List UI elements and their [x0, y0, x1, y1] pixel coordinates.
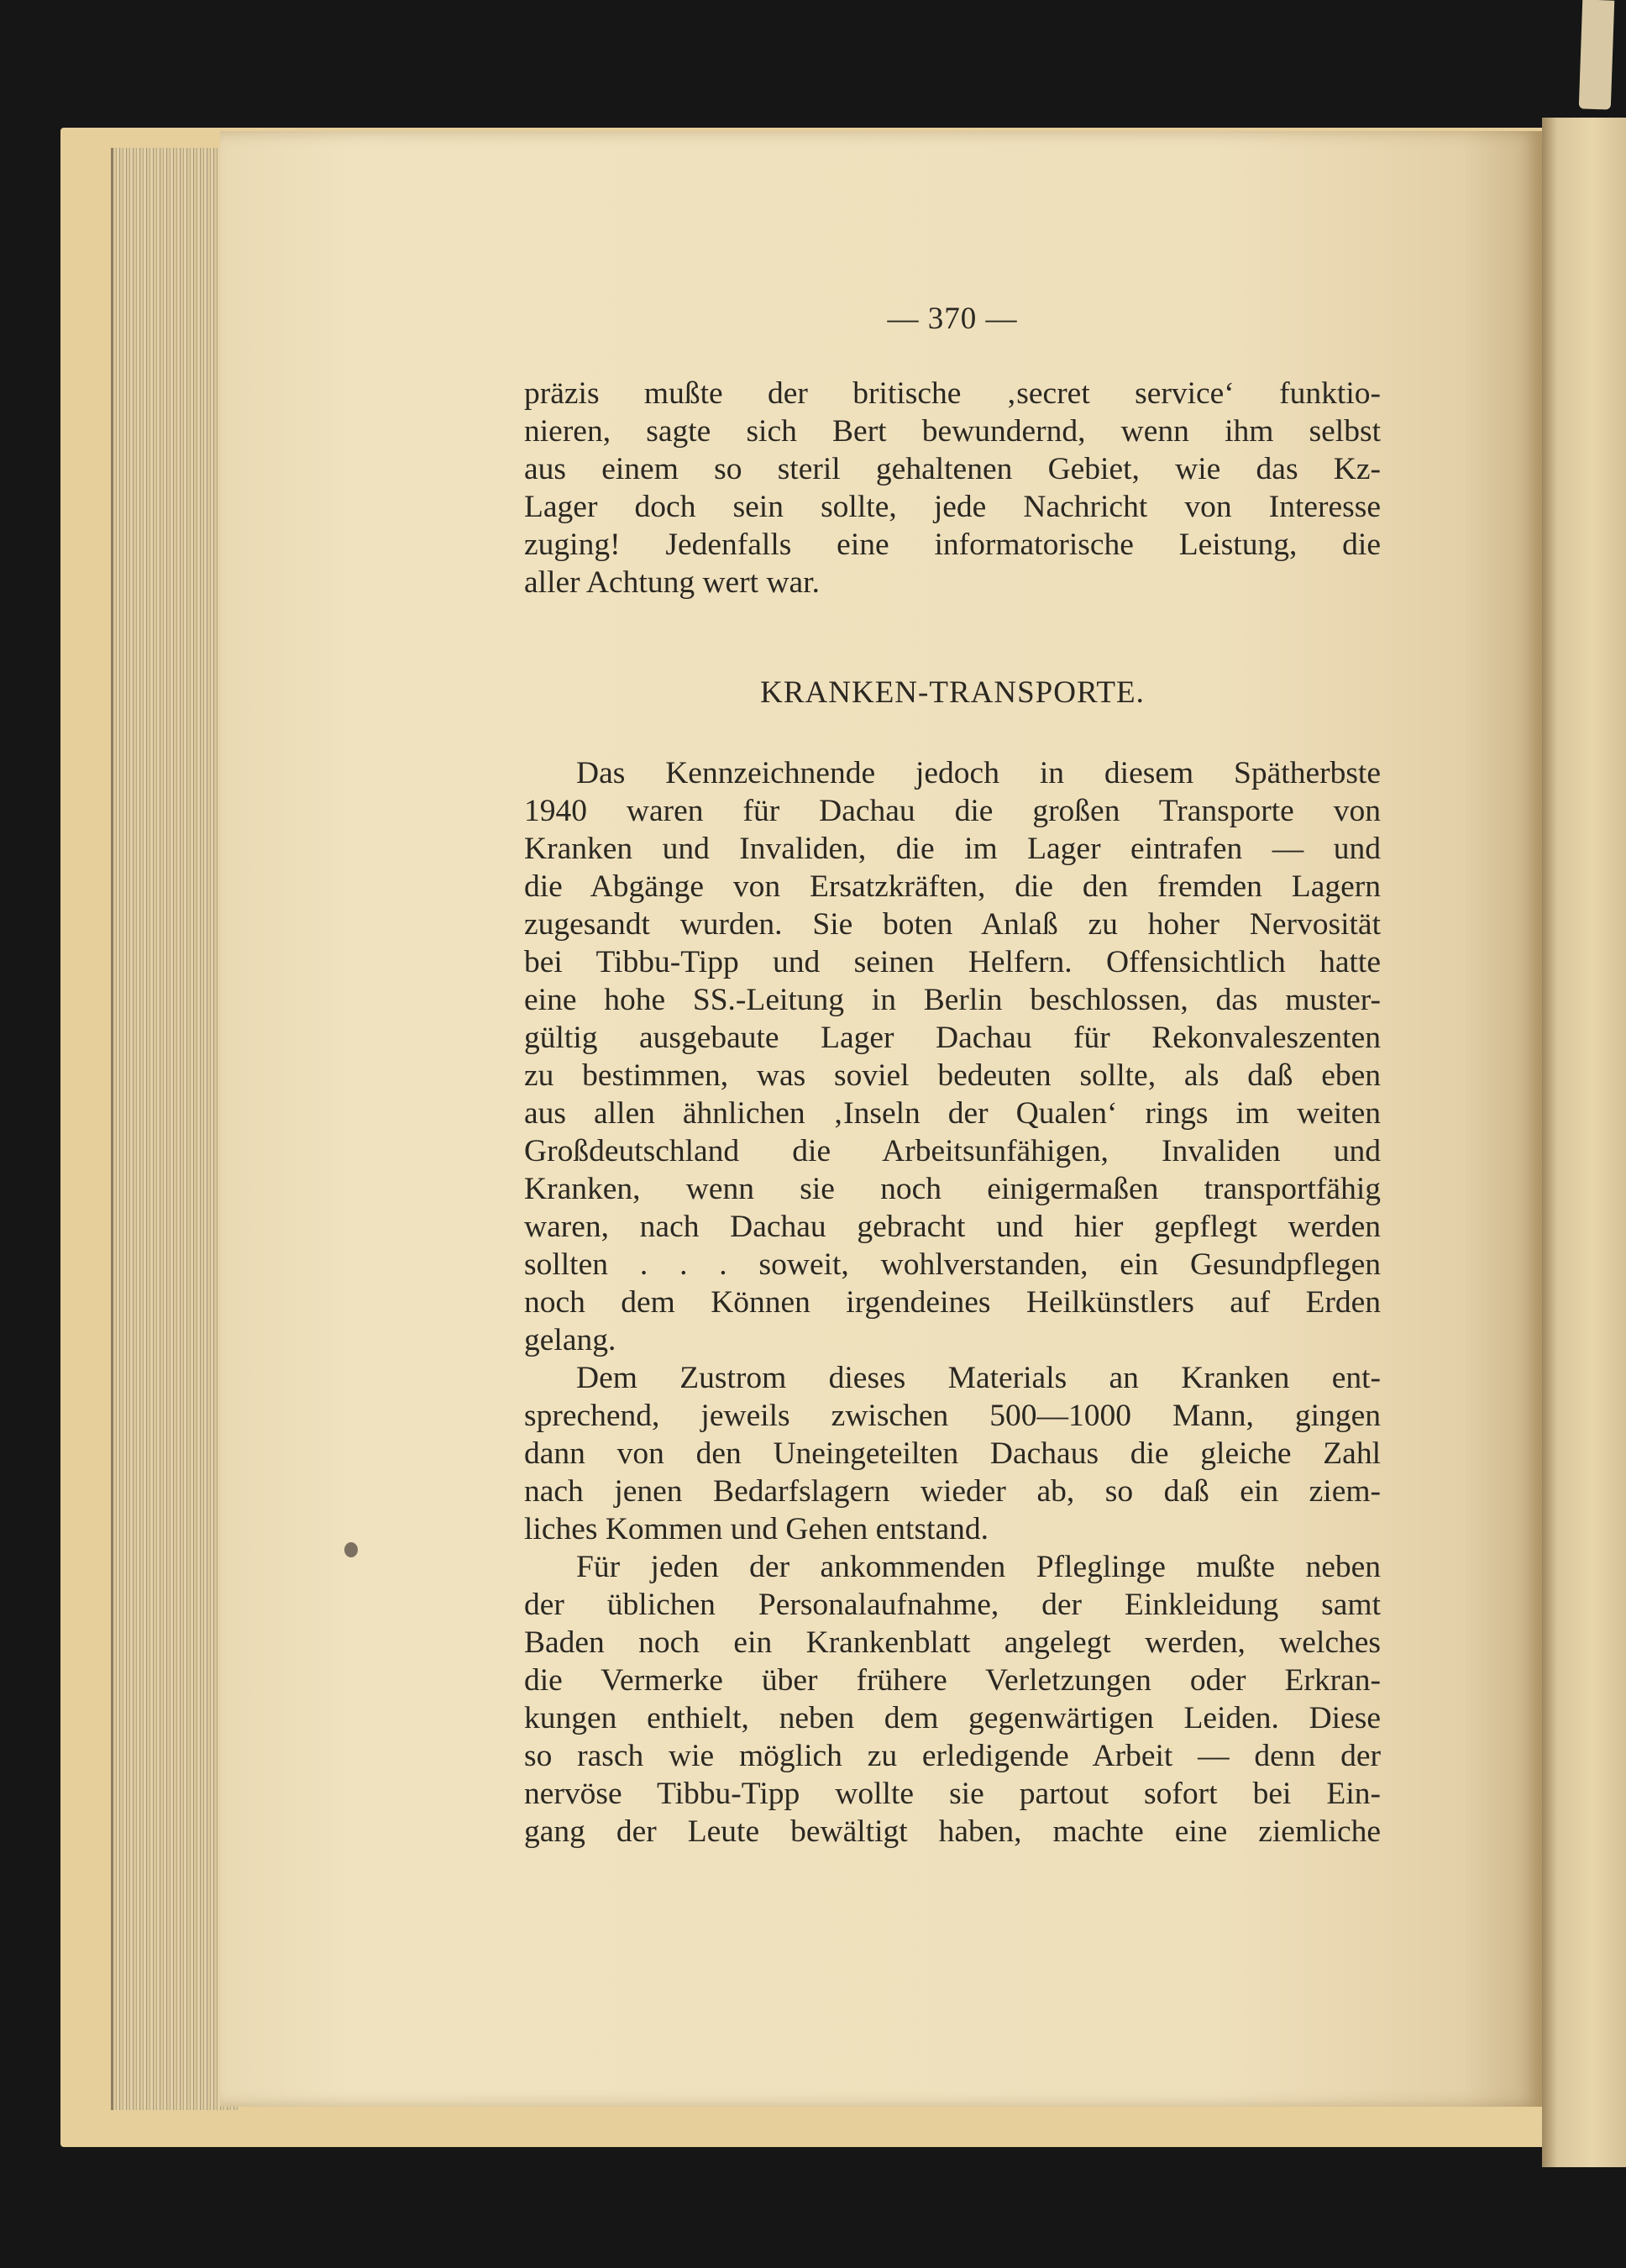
text-line: eine hohe SS.-Leitung in Berlin beschlossen, das muster-: [524, 983, 1381, 1017]
page-number: — 370 —: [887, 302, 1018, 336]
text-line: gültig ausgebaute Lager Dachau für Rekonvaleszenten: [524, 1021, 1381, 1055]
paragraph-3: [524, 1548, 1381, 1851]
text-line: dann von den Uneingeteilten Dachaus die gleiche Zahl: [524, 1436, 1381, 1471]
text-line: noch dem Können irgendeines Heilkünstlers auf Erden: [524, 1285, 1381, 1320]
text-line: nieren, sagte sich Bert bewundernd, wenn ihm selbst: [524, 414, 1381, 449]
section-heading: KRANKEN-TRANSPORTE.: [760, 675, 1145, 710]
text-line: die Abgänge von Ersatzkräften, die den fremden Lagern: [524, 869, 1381, 904]
text-line: aus allen ähnlichen ‚Inseln der Qualen‘ rings im weiten: [524, 1096, 1381, 1131]
text-line: sprechend, jeweils zwischen 500—1000 Mann, gingen: [524, 1399, 1381, 1433]
text-line: Kranken und Invaliden, die im Lager eintrafen — und: [524, 832, 1381, 866]
text-line: gang der Leute bewältigt haben, machte eine ziemliche: [524, 1814, 1381, 1849]
text-line: liches Kommen und Gehen entstand.: [524, 1512, 989, 1546]
text-line: Dem Zustrom dieses Materials an Kranken ent-: [576, 1361, 1381, 1395]
text-line: Lager doch sein sollte, jede Nachricht von Interesse: [524, 490, 1381, 524]
text-line: 1940 waren für Dachau die großen Transporte von: [524, 794, 1381, 828]
bookmark-ribbon: [1579, 0, 1615, 110]
text-line: Baden noch ein Krankenblatt angelegt werden, welches: [524, 1625, 1381, 1660]
text-line: zugesandt wurden. Sie boten Anlaß zu hoher Nervosität: [524, 907, 1381, 942]
text-line: waren, nach Dachau gebracht und hier gepflegt werden: [524, 1210, 1381, 1244]
text-line: zu bestimmen, was soviel bedeuten sollte, als daß eben: [524, 1058, 1381, 1093]
text-line: bei Tibbu-Tipp und seinen Helfern. Offensichtlich hatte: [524, 945, 1381, 979]
text-line: aus einem so steril gehaltenen Gebiet, wie das Kz-: [524, 452, 1381, 486]
facing-page-edge: [1542, 118, 1626, 2167]
paragraph-1: [524, 754, 1381, 1359]
text-line: Das Kennzeichnende jedoch in diesem Spätherbste: [576, 756, 1381, 790]
text-line: Kranken, wenn sie noch einigermaßen transportfähig: [524, 1172, 1381, 1206]
paragraph-2: [524, 1359, 1381, 1548]
text-line: zuging! Jedenfalls eine informatorische Leistung, die: [524, 528, 1381, 562]
text-line: kungen enthielt, neben dem gegenwärtigen Leiden. Diese: [524, 1701, 1381, 1735]
ink-speck: [344, 1542, 358, 1557]
text-line: nervöse Tibbu-Tipp wollte sie partout sofort bei Ein-: [524, 1777, 1381, 1811]
text-line: nach jenen Bedarfslagern wieder ab, so daß ein ziem-: [524, 1474, 1381, 1509]
text-line: gelang.: [524, 1323, 616, 1357]
text-line: aller Achtung wert war.: [524, 565, 820, 600]
text-line: präzis mußte der britische ‚secret service‘ funktio-: [524, 376, 1381, 411]
text-line: Großdeutschland die Arbeitsunfähigen, Invaliden und: [524, 1134, 1381, 1168]
text-line: Für jeden der ankommenden Pfleglinge mußte neben: [576, 1550, 1381, 1584]
text-line: so rasch wie möglich zu erledigende Arbeit — denn der: [524, 1739, 1381, 1773]
text-line: die Vermerke über frühere Verletzungen oder Erkran-: [524, 1663, 1381, 1698]
text-line: sollten . . . soweit, wohlverstanden, ein Gesundpflegen: [524, 1247, 1381, 1282]
paragraph-intro: [524, 375, 1381, 601]
text-line: der üblichen Personalaufnahme, der Einkleidung samt: [524, 1588, 1381, 1622]
